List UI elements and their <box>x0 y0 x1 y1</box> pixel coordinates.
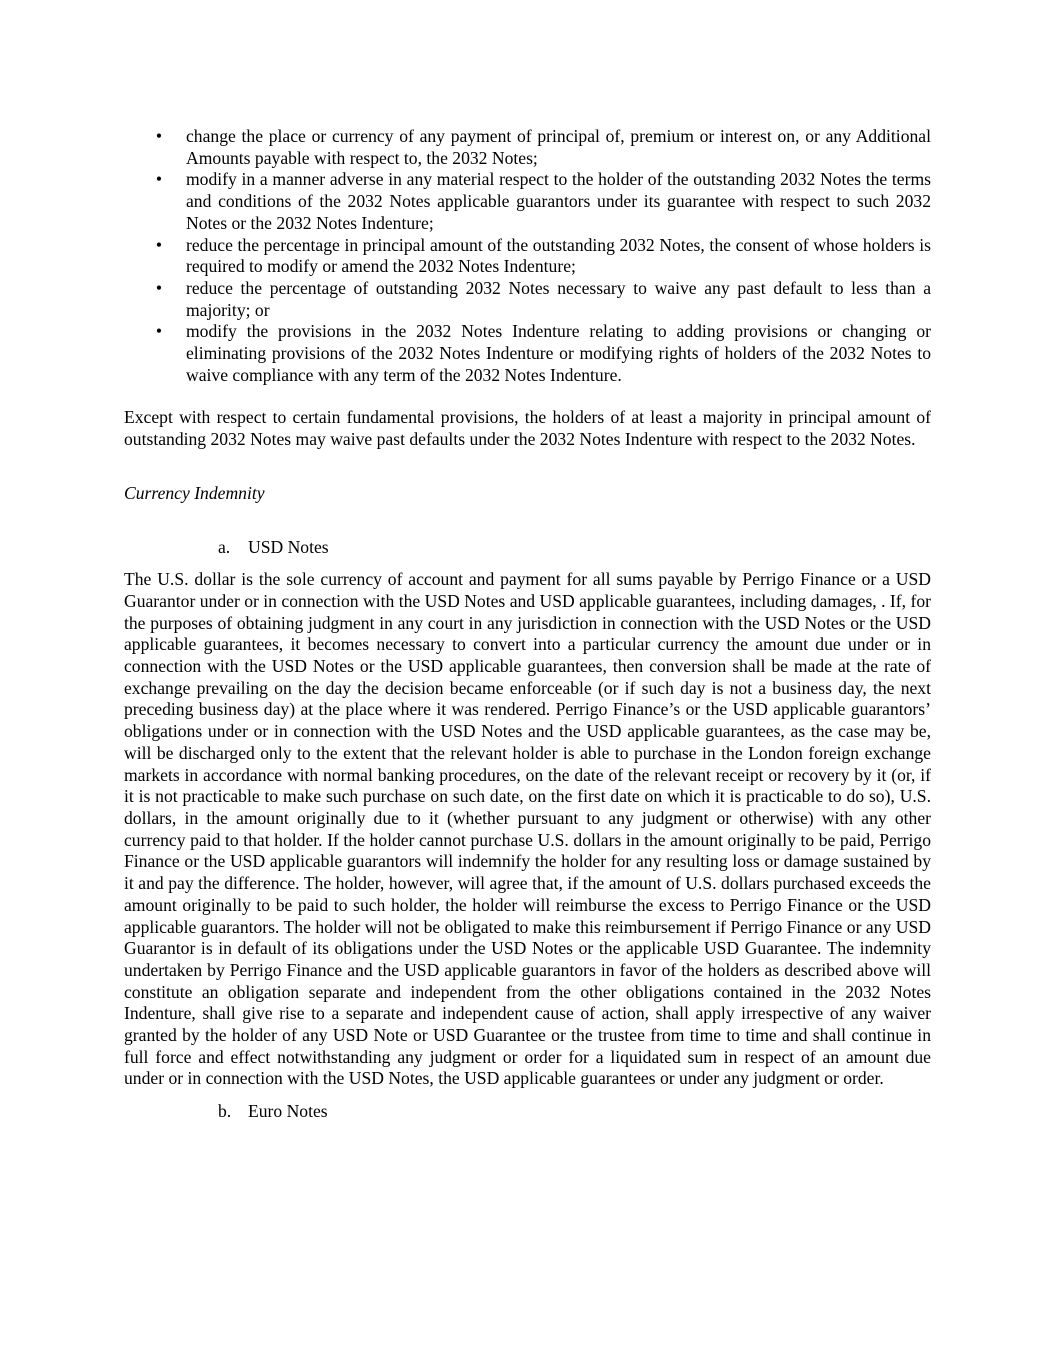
subsection-title: Euro Notes <box>248 1101 328 1122</box>
amendment-restrictions-list <box>124 126 931 386</box>
bullet-icon: • <box>155 126 163 146</box>
list-item-text: change the place or currency of any payment of principal of, premium or interest on, or any Additional Amounts payable with respect to, the 2032 Notes; <box>186 126 931 168</box>
bullet-icon: • <box>155 321 163 342</box>
bullet-icon: • <box>155 169 163 190</box>
subsection-usd-notes <box>124 537 931 559</box>
subsection-euro-notes <box>124 1101 931 1123</box>
list-item <box>124 169 931 234</box>
list-item <box>124 278 931 321</box>
subsection-marker: a. <box>218 536 231 557</box>
bullet-icon: • <box>155 234 163 255</box>
list-item <box>124 126 931 169</box>
list-item <box>124 235 931 278</box>
bullet-icon: • <box>155 277 163 298</box>
list-item-text: modify the provisions in the 2032 Notes Indenture relating to adding provisions or changing or eliminating provisions of the 2032 Notes Indenture or modifying rights of holders of the 2032 Notes to waive compliance with any term of the 2032 Notes Indenture. <box>186 321 931 385</box>
usd-currency-paragraph: The U.S. dollar is the sole currency of account and payment for all sums payable by Perrigo Finance or a USD Guarantor under or in connection with the USD Notes and USD applicable guarantees, including damages, . If, for the purposes of obtaining judgment in any court in any jurisdiction in connection with the USD Notes or the USD applicable guarantees, it becomes necessary to convert into a particular currency the amount due under or in connection with the USD Notes or the USD applicable guarantees, then conversion shall be made at the rate of exchange prevailing on the day the decision became enforceable (or if such day is not a business day, the next preceding business day) at the place where it was rendered. Perrigo Finance’s or the USD applicable guarantors’ obligations under or in connection with the USD Notes and the USD applicable guarantees, as the case may be, will be discharged only to the extent that the relevant holder is able to purchase in the London foreign exchange markets in accordance with normal banking procedures, on the date of the relevant receipt or recovery by it (or, if it is not practicable to make such purchase on such date, on the first date on which it is practicable to do so), U.S. dollars, in the amount originally due to it (whether pursuant to any judgment or otherwise) with any other currency paid to that holder. If the holder cannot purchase U.S. dollars in the amount originally to be paid, Perrigo Finance or the USD applicable guarantors will indemnify the holder for any resulting loss or damage sustained by it and pay the difference. The holder, however, will agree that, if the amount of U.S. dollars purchased exceeds the amount originally to be paid to such holder, the holder will reimburse the excess to Perrigo Finance or the USD applicable guarantors. The holder will not be obligated to make this reimbursement if Perrigo Finance or any USD Guarantor is in default of its obligations under the USD Notes or the applicable USD Guarantee. The indemnity undertaken by Perrigo Finance and the USD applicable guarantors in favor of the holders as described above will constitute an obligation separate and independent from the other obligations contained in the 2032 Notes Indenture, shall give rise to a separate and independent cause of action, shall apply irrespective of any waiver granted by the holder of any USD Note or USD Guarantee or the trustee from time to time and shall continue in full force and effect notwithstanding any judgment or order for a liquidated sum in respect of an amount due under or in connection with the USD Notes, the USD applicable guarantees or under any judgment or order. <box>124 569 931 1089</box>
list-item-text: reduce the percentage in principal amount of the outstanding 2032 Notes, the consent of whose holders is required to modify or amend the 2032 Notes Indenture; <box>186 234 931 277</box>
list-item <box>124 321 931 386</box>
section-heading: Currency Indemnity <box>124 482 265 503</box>
list-item-text: modify in a manner adverse in any material respect to the holder of the outstanding 2032 Notes the terms and conditions of the 2032 Notes applicable guarantors under its guarantee with respect to such 2032 Notes or the 2032 Notes Indenture; <box>186 169 931 233</box>
page-body <box>124 126 931 1123</box>
subsection-marker: b. <box>218 1101 232 1122</box>
list-item-text: reduce the percentage of outstanding 2032 Notes necessary to waive any past default to less than a majority; or <box>186 277 931 320</box>
waiver-paragraph: Except with respect to certain fundamental provisions, the holders of at least a majority in principal amount of outstanding 2032 Notes may waive past defaults under the 2032 Notes Indenture with respect to the 2032 Notes. <box>124 407 931 450</box>
subsection-title: USD Notes <box>248 536 329 557</box>
